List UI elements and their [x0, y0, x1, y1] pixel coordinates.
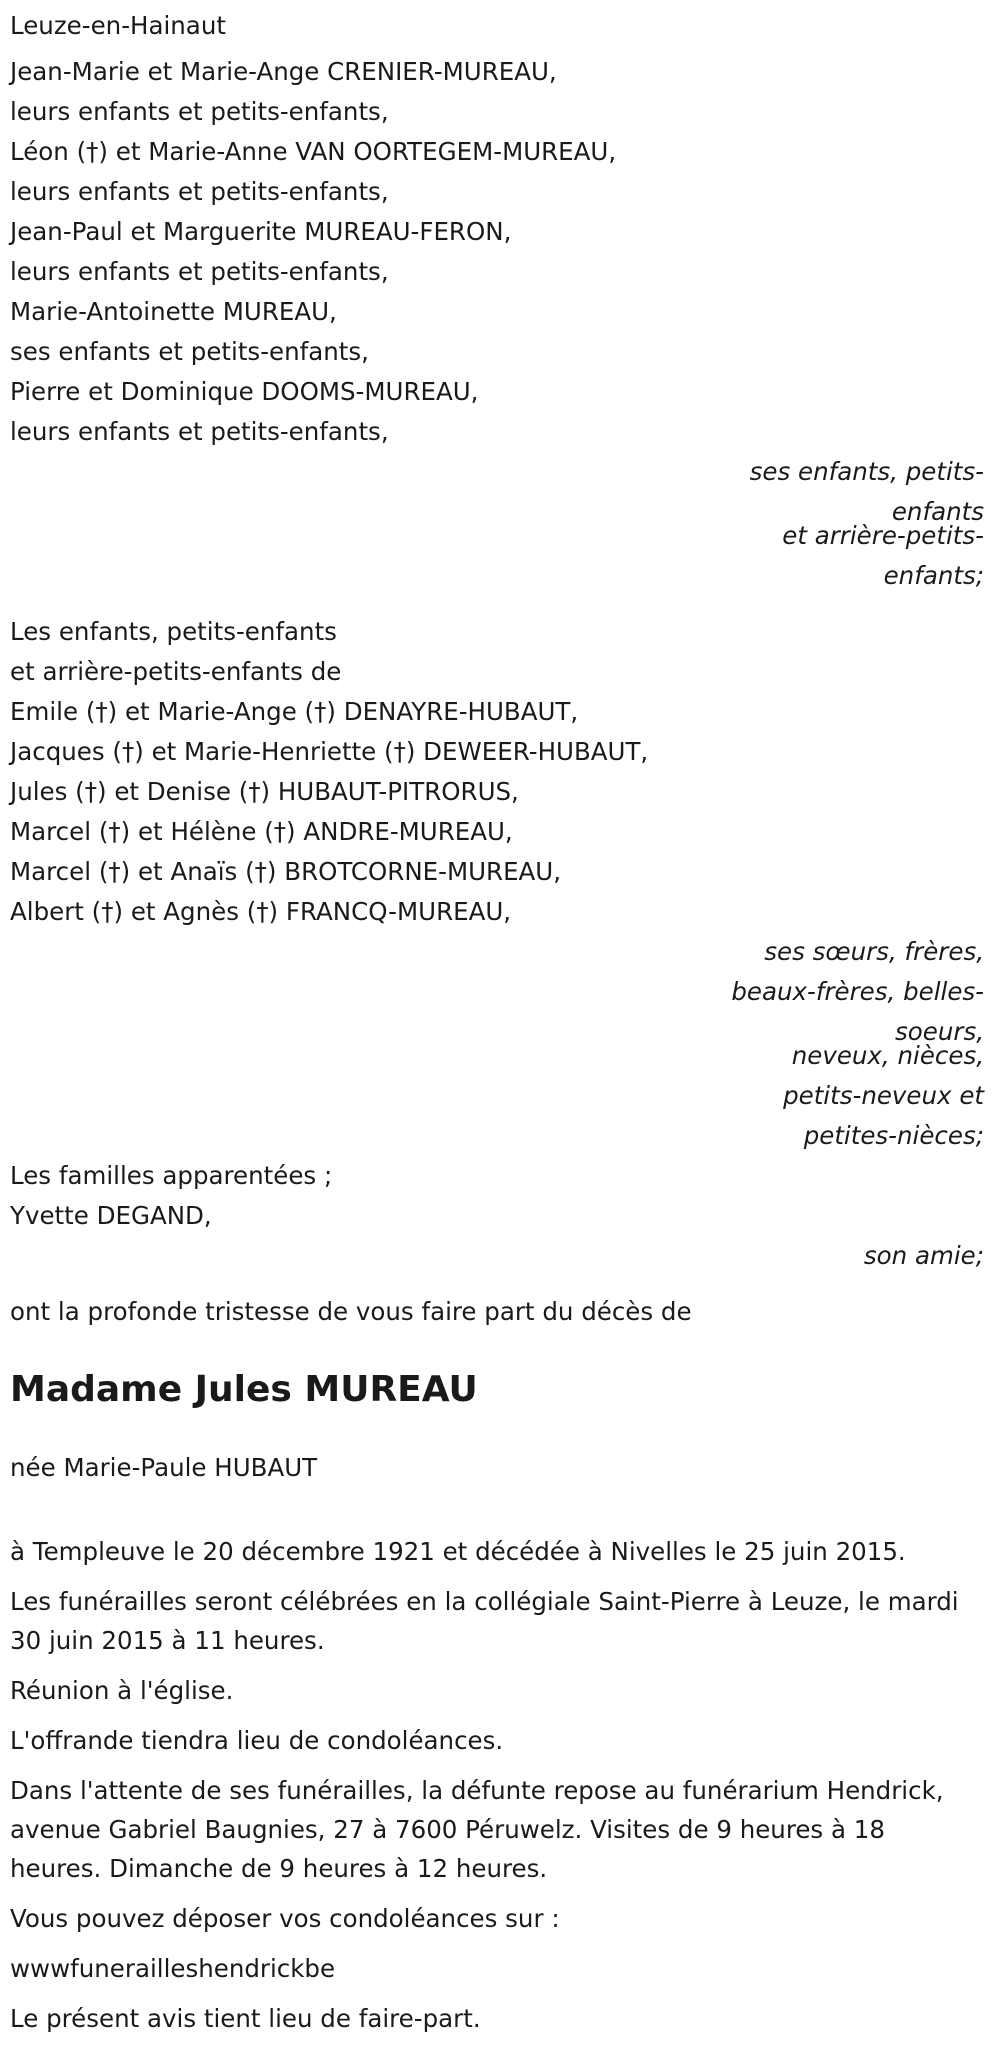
deceased-birth-name: née Marie-Paule HUBAUT — [10, 1453, 318, 1482]
relation-line: soeurs, — [895, 1017, 984, 1046]
family-line: Marcel (†) et Anaïs (†) BROTCORNE-MUREAU, — [10, 857, 562, 886]
relation-line: ses sœurs, frères, — [764, 937, 984, 966]
family-line: leurs enfants et petits-enfants, — [10, 417, 389, 446]
relation-line: enfants; — [883, 561, 984, 590]
detail-paragraph: Dans l'attente de ses funérailles, la défunte repose au funérarium Hendrick, avenue Gabriel Baugnies, 27 à 7600 Péruwelz. Visites de 9 heures à 18 heures. Dimanche de 9 heures à 12 heures. — [10, 1776, 944, 1883]
detail-paragraph: Le présent avis tient lieu de faire-part. — [10, 2004, 481, 2033]
family-line: Les enfants, petits-enfants — [10, 617, 337, 646]
family-line: Marcel (†) et Hélène (†) ANDRE-MUREAU, — [10, 817, 513, 846]
detail-paragraph: Réunion à l'église. — [10, 1676, 234, 1705]
detail-paragraph: à Templeuve le 20 décembre 1921 et décédée à Nivelles le 25 juin 2015. — [10, 1537, 906, 1566]
family-line: leurs enfants et petits-enfants, — [10, 257, 389, 286]
family-line: Léon (†) et Marie-Anne VAN OORTEGEM-MUREAU, — [10, 137, 617, 166]
location-heading: Leuze-en-Hainaut — [10, 11, 226, 40]
obituary-notice — [10, 0, 995, 2049]
relation-line: neveux, nièces, — [791, 1041, 984, 1070]
detail-paragraph: Les funérailles seront célébrées en la collégiale Saint-Pierre à Leuze, le mardi 30 juin 2015 à 11 heures. — [10, 1587, 959, 1655]
condolence-website: wwwfunerailleshendrickbe — [10, 1954, 336, 1983]
family-line: leurs enfants et petits-enfants, — [10, 97, 389, 126]
family-line: Les familles apparentées ; — [10, 1161, 333, 1190]
relation-line: petits-neveux et — [783, 1081, 984, 1110]
family-line: Jules (†) et Denise (†) HUBAUT-PITRORUS, — [10, 777, 519, 806]
family-line: Jean-Marie et Marie-Ange CRENIER-MUREAU, — [10, 57, 557, 86]
family-line: Emile (†) et Marie-Ange (†) DENAYRE-HUBAUT, — [10, 697, 579, 726]
family-line: Jean-Paul et Marguerite MUREAU-FERON, — [10, 217, 512, 246]
relation-line: son amie; — [863, 1241, 984, 1270]
relation-line: petites-nièces; — [803, 1121, 984, 1150]
family-line: ses enfants et petits-enfants, — [10, 337, 369, 366]
relation-line: beaux-frères, belles- — [731, 977, 984, 1006]
detail-paragraph: Vous pouvez déposer vos condoléances sur : — [10, 1904, 560, 1933]
relation-children — [0, 452, 984, 596]
family-line: Pierre et Dominique DOOMS-MUREAU, — [10, 377, 479, 406]
family-line: Yvette DEGAND, — [10, 1201, 212, 1230]
funeral-details — [10, 1532, 995, 2038]
relation-line: ses enfants, petits- — [749, 457, 984, 486]
family-line: et arrière-petits-enfants de — [10, 657, 342, 686]
family-group-3 — [10, 1156, 995, 1236]
detail-paragraph: L'offrande tiendra lieu de condoléances. — [10, 1726, 504, 1755]
family-line: Albert (†) et Agnès (†) FRANCQ-MUREAU, — [10, 897, 512, 926]
family-group-2 — [10, 612, 995, 932]
family-line: leurs enfants et petits-enfants, — [10, 177, 389, 206]
family-line: Jacques (†) et Marie-Henriette (†) DEWEER-HUBAUT, — [10, 737, 649, 766]
relation-siblings — [0, 932, 984, 1156]
deceased-name: Madame Jules MUREAU — [10, 1369, 478, 1410]
family-group-1 — [10, 52, 995, 452]
relation-friend — [0, 1236, 984, 1276]
announcement-text: ont la profonde tristesse de vous faire part du décès de — [10, 1297, 692, 1326]
relation-line: et arrière-petits- — [782, 521, 984, 550]
family-line: Marie-Antoinette MUREAU, — [10, 297, 337, 326]
relation-line: enfants — [891, 497, 984, 526]
